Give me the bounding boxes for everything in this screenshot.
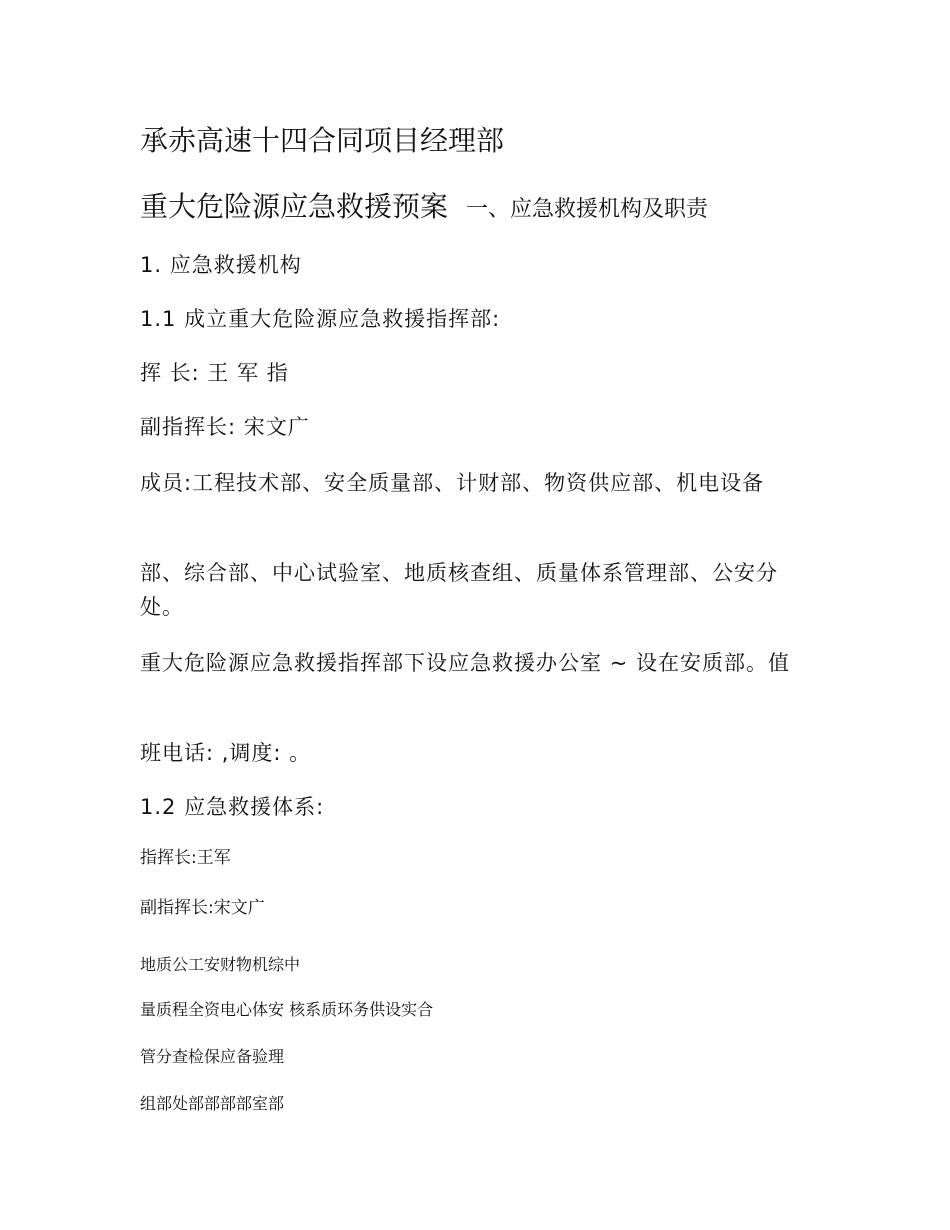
- system-deputy-commander: 副指挥长:宋文广: [140, 898, 265, 918]
- section-heading-1-1: 1.1 成立重大危险源应急救援指挥部:: [140, 307, 501, 331]
- members-paragraph-part-1: 成员:工程技术部、安全质量部、计财部、物资供应部、机电设备: [140, 471, 765, 495]
- plan-title: [140, 190, 820, 227]
- plan-subtitle: 一、应急救援机构及职责: [466, 197, 709, 222]
- org-chart-row-2: 量质程全资电心体安 核系质环务供设实合: [140, 1000, 434, 1019]
- org-chart-row-4: 组部处部部部部室部: [140, 1094, 285, 1113]
- org-chart-row-3: 管分查检保应备验理: [140, 1047, 285, 1066]
- office-paragraph-part-2: 班电话: ,调度: 。: [140, 741, 312, 765]
- org-chart-row-1: 地质公工安财物机综中: [140, 955, 301, 974]
- deputy-commander-line: 副指挥长: 宋文广: [140, 415, 310, 439]
- org-title: 承赤高速十四合同项目经理部: [140, 124, 505, 157]
- section-heading-1-2: 1.2 应急救援体系:: [140, 795, 325, 819]
- section-heading-1: 1. 应急救援机构: [140, 253, 302, 277]
- system-commander: 指挥长:王军: [140, 848, 231, 868]
- commander-line: 挥 长: 王 军 指: [140, 361, 289, 385]
- plan-title-main: 重大危险源应急救援预案: [140, 190, 449, 223]
- office-paragraph-part-1: 重大危险源应急救援指挥部下设应急救援办公室 ~ 设在安质部。值: [140, 651, 790, 675]
- members-paragraph-part-2: 部、综合部、中心试验室、地质核查组、质量体系管理部、公安分处。: [140, 561, 778, 619]
